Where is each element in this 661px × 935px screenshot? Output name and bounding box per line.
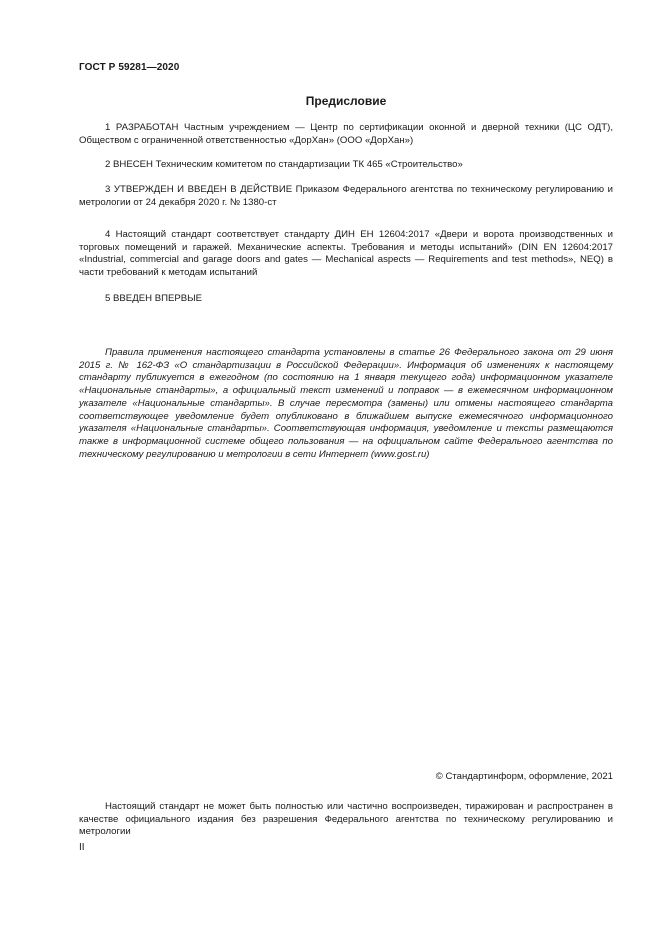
foreword-item-2: 2 ВНЕСЕН Техническим комитетом по стандартизации ТК 465 «Строительство» <box>105 159 463 170</box>
foreword-item-4: 4 Настоящий стандарт соответствует стандарту ДИН ЕН 12604:2017 «Двери и ворота производственных и торговых помещений и гаражей. Механические аспекты. Требования и методы испытаний» (DIN EN 12604:2017 «Industrial, commercial and garage doors and gates — Mechanical aspects — Requirements and test methods», NEQ) в части требований к методам испытаний <box>79 229 613 278</box>
foreword-item-3: 3 УТВЕРЖДЕН И ВВЕДЕН В ДЕЙСТВИЕ Приказом Федерального агентства по техническому регулированию и метрологии от 24 декабря 2020 г. № 1380-ст <box>79 184 613 208</box>
foreword-item-5: 5 ВВЕДЕН ВПЕРВЫЕ <box>105 293 203 304</box>
document-code: ГОСТ Р 59281—2020 <box>79 62 180 73</box>
reproduction-notice: Настоящий стандарт не может быть полностью или частично воспроизведен, тиражирован и распространен в качестве официального издания без разрешения Федерального агентства по техническому регулированию и метрологии <box>79 801 613 838</box>
legal-note: Правила применения настоящего стандарта установлены в статье 26 Федерального закона от 29 июня 2015 г. № 162-ФЗ «О стандартизации в Российской Федерации». Информация об изменениях к настоящему стандарту публикуется в ежегодном (по состоянию на 1 января текущего года) информационном указателе «Национальные стандарты», а официальный текст изменений и поправок — в ежемесячном информационном указателе «Национальные стандарты». В случае пересмотра (замены) или отмены настоящего стандарта соответствующее уведомление будет опубликовано в ближайшем выпуске ежемесячного информационного указателя «Национальные стандарты». Соответствующая информация, уведомление и тексты размещаются также в информационной системе общего пользования — на официальном сайте Федерального агентства по техническому регулированию и метрологии в сети Интернет (www.gost.ru) <box>79 347 613 460</box>
section-title: Предисловие <box>305 94 387 108</box>
copyright-line: © Стандартинформ, оформление, 2021 <box>435 771 613 782</box>
foreword-item-1: 1 РАЗРАБОТАН Частным учреждением — Центр по сертификации оконной и дверной техники (ЦС ОДТ), Обществом с ограниченной ответственностью «ДорХан» (ООО «ДорХан») <box>79 122 613 146</box>
page-number: II <box>79 842 85 853</box>
